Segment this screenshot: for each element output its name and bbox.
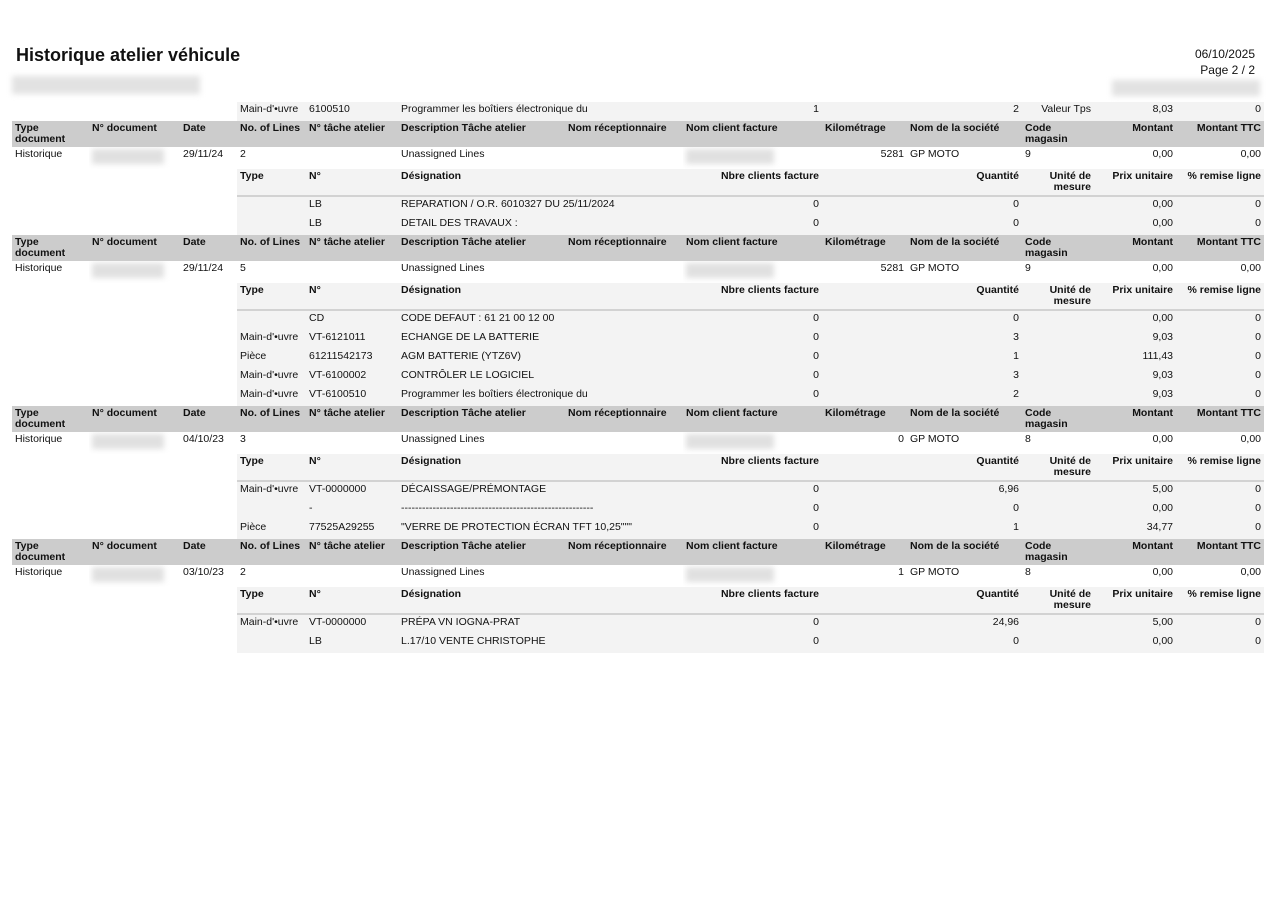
- item-cell: [1022, 634, 1094, 653]
- amount-ttc: 0,00: [1176, 565, 1264, 587]
- item-cell: 0: [1176, 634, 1264, 653]
- doc-number: [89, 147, 180, 169]
- item-line: [12, 481, 1264, 501]
- section-header-cell: No. of Lines: [237, 235, 306, 261]
- line-count: 2: [237, 147, 306, 169]
- item-cell: ECHANGE DE LA BATTERIE: [398, 330, 683, 349]
- item-cell: 0: [1176, 520, 1264, 539]
- item-cell: 0: [1176, 196, 1264, 216]
- redacted-value: [92, 149, 164, 164]
- store-code: 8: [1022, 432, 1094, 454]
- item-line: [12, 330, 1264, 349]
- mileage: 1: [822, 565, 907, 587]
- item-cell: 2: [822, 387, 1022, 406]
- redacted-value: [92, 434, 164, 449]
- item-cell: [237, 310, 306, 330]
- amount-ttc: 0,00: [1176, 261, 1264, 283]
- section-header-cell: Kilométrage: [822, 406, 907, 432]
- item-cell: VT-6121011: [306, 330, 398, 349]
- item-line: [12, 634, 1264, 653]
- item-cell: 0,00: [1094, 216, 1176, 235]
- item-col: N°: [306, 283, 398, 310]
- item-col: Nbre clients facture: [683, 169, 822, 196]
- item-cell: 0: [683, 614, 822, 634]
- item-cell: CODE DEFAUT : 61 21 00 12 00: [398, 310, 683, 330]
- section-header-cell: Type document: [12, 121, 89, 147]
- item-cell: Pièce: [237, 520, 306, 539]
- item-col: Unité de mesure: [1022, 454, 1094, 481]
- item-cell: [1022, 368, 1094, 387]
- item-line: [12, 368, 1264, 387]
- item-cell: [1022, 216, 1094, 235]
- amount-ttc: 0,00: [1176, 432, 1264, 454]
- item-header-row: [12, 454, 1264, 481]
- item-cell: 0: [1176, 614, 1264, 634]
- amount: 0,00: [1094, 432, 1176, 454]
- redacted-value: [92, 263, 164, 278]
- task-number: [306, 565, 398, 587]
- item-col: Type: [237, 454, 306, 481]
- print-date: 06/10/2025: [1194, 47, 1255, 61]
- item-col: % remise ligne: [1176, 454, 1264, 481]
- indent-spacer: [12, 481, 237, 501]
- section-header-cell: Nom client facture: [683, 235, 822, 261]
- section-header-row: [12, 235, 1264, 261]
- section-header-cell: Nom client facture: [683, 121, 822, 147]
- item-cell: 0,00: [1094, 310, 1176, 330]
- mileage: 5281: [822, 261, 907, 283]
- company-name: GP MOTO: [907, 147, 1022, 169]
- section-header-cell: N° tâche atelier: [306, 406, 398, 432]
- item-cell: DÉCAISSAGE/PRÉMONTAGE: [398, 481, 683, 501]
- task-description: Unassigned Lines: [398, 261, 565, 283]
- item-cell: 0: [1176, 330, 1264, 349]
- doc-type: Historique: [12, 261, 89, 283]
- redacted-header-right: [1112, 80, 1260, 96]
- redacted-value: [686, 149, 774, 164]
- item-col: Unité de mesure: [1022, 283, 1094, 310]
- mileage: 0: [822, 432, 907, 454]
- section-header-cell: No. of Lines: [237, 539, 306, 565]
- item-cell: REPARATION / O.R. 6010327 DU 25/11/2024: [398, 196, 683, 216]
- section-header-cell: Montant: [1094, 539, 1176, 565]
- section-header-cell: Description Tâche atelier: [398, 121, 565, 147]
- item-cell: 0: [683, 387, 822, 406]
- item-cell: 0: [822, 196, 1022, 216]
- section-header-cell: N° tâche atelier: [306, 539, 398, 565]
- section-header-cell: Kilométrage: [822, 539, 907, 565]
- item-col: Prix unitaire: [1094, 169, 1176, 196]
- item-cell: DETAIL DES TRAVAUX :: [398, 216, 683, 235]
- doc-number: [89, 432, 180, 454]
- section-header-cell: Type document: [12, 406, 89, 432]
- section-header-cell: Description Tâche atelier: [398, 539, 565, 565]
- item-cell: 0: [822, 310, 1022, 330]
- store-code: 9: [1022, 147, 1094, 169]
- company-name: GP MOTO: [907, 261, 1022, 283]
- doc-number: [89, 261, 180, 283]
- section-header-row: [12, 406, 1264, 432]
- item-cell: 0: [1176, 368, 1264, 387]
- item-cell: 6,96: [822, 481, 1022, 501]
- section-header-cell: Nom de la société: [907, 121, 1022, 147]
- item-cell: Main-d'•uvre: [237, 614, 306, 634]
- section-header-row: [12, 121, 1264, 147]
- store-code: 8: [1022, 565, 1094, 587]
- section-header-cell: N° document: [89, 539, 180, 565]
- carryover-cell: 6100510: [306, 102, 398, 121]
- section-header-cell: N° document: [89, 406, 180, 432]
- item-cell: 0: [683, 349, 822, 368]
- redacted-value: [92, 567, 164, 582]
- item-col: % remise ligne: [1176, 169, 1264, 196]
- item-line: [12, 614, 1264, 634]
- item-col: Désignation: [398, 587, 683, 614]
- redacted-value: [686, 567, 774, 582]
- amount-ttc: 0,00: [1176, 147, 1264, 169]
- item-cell: [237, 216, 306, 235]
- carryover-cell: Programmer les boîtiers électronique du: [398, 102, 683, 121]
- redacted-subtitle: [12, 76, 200, 94]
- item-cell: [1022, 330, 1094, 349]
- page-number: Page 2 / 2: [1200, 63, 1255, 77]
- indent-spacer: [12, 454, 237, 481]
- item-cell: 0: [683, 330, 822, 349]
- item-col: % remise ligne: [1176, 283, 1264, 310]
- indent-spacer: [12, 196, 237, 216]
- item-cell: [1022, 349, 1094, 368]
- item-cell: 3: [822, 330, 1022, 349]
- history-row: [12, 261, 1264, 283]
- section-header-cell: Kilométrage: [822, 121, 907, 147]
- section-header-cell: Description Tâche atelier: [398, 406, 565, 432]
- item-cell: 0: [683, 196, 822, 216]
- item-cell: Programmer les boîtiers électronique du: [398, 387, 683, 406]
- item-cell: VT-0000000: [306, 614, 398, 634]
- item-col: Prix unitaire: [1094, 283, 1176, 310]
- indent-spacer: [12, 310, 237, 330]
- section-header-cell: N° document: [89, 121, 180, 147]
- item-cell: AGM BATTERIE (YTZ6V): [398, 349, 683, 368]
- history-row: [12, 432, 1264, 454]
- indent-spacer: [12, 169, 237, 196]
- item-line: [12, 310, 1264, 330]
- indent-spacer: [12, 501, 237, 520]
- item-cell: [237, 501, 306, 520]
- item-cell: 0: [683, 501, 822, 520]
- receptionist: [565, 147, 683, 169]
- item-cell: 5,00: [1094, 481, 1176, 501]
- item-col: Quantité: [822, 169, 1022, 196]
- section-header-cell: Montant: [1094, 121, 1176, 147]
- item-cell: [237, 634, 306, 653]
- doc-type: Historique: [12, 432, 89, 454]
- indent-spacer: [12, 102, 237, 121]
- section-header-cell: No. of Lines: [237, 121, 306, 147]
- task-number: [306, 147, 398, 169]
- item-col: Unité de mesure: [1022, 587, 1094, 614]
- billing-client: [683, 261, 822, 283]
- doc-type: Historique: [12, 565, 89, 587]
- task-number: [306, 261, 398, 283]
- item-cell: "VERRE DE PROTECTION ÉCRAN TFT 10,25""": [398, 520, 683, 539]
- report-table: [12, 102, 1264, 653]
- item-col: Nbre clients facture: [683, 587, 822, 614]
- indent-spacer: [12, 520, 237, 539]
- doc-date: 03/10/23: [180, 565, 237, 587]
- company-name: GP MOTO: [907, 432, 1022, 454]
- redacted-value: [686, 263, 774, 278]
- line-count: 3: [237, 432, 306, 454]
- carryover-cell: 0: [1176, 102, 1264, 121]
- section-header-cell: Code magasin: [1022, 235, 1094, 261]
- item-col: Quantité: [822, 283, 1022, 310]
- redacted-value: [686, 434, 774, 449]
- item-cell: [1022, 520, 1094, 539]
- company-name: GP MOTO: [907, 565, 1022, 587]
- item-col: N°: [306, 169, 398, 196]
- indent-spacer: [12, 283, 237, 310]
- item-cell: 9,03: [1094, 368, 1176, 387]
- item-line: [12, 501, 1264, 520]
- doc-date: 29/11/24: [180, 261, 237, 283]
- item-cell: 61211542173: [306, 349, 398, 368]
- item-cell: PRÉPA VN IOGNA-PRAT: [398, 614, 683, 634]
- carryover-cell: 2: [822, 102, 1022, 121]
- item-cell: Main-d'•uvre: [237, 387, 306, 406]
- section-header-cell: Nom de la société: [907, 406, 1022, 432]
- amount: 0,00: [1094, 261, 1176, 283]
- item-cell: 0: [1176, 310, 1264, 330]
- section-header-cell: N° document: [89, 235, 180, 261]
- item-cell: VT-6100510: [306, 387, 398, 406]
- section-header-cell: Montant: [1094, 235, 1176, 261]
- item-cell: 1: [822, 349, 1022, 368]
- item-col: Quantité: [822, 587, 1022, 614]
- item-cell: 0: [1176, 349, 1264, 368]
- item-col: Quantité: [822, 454, 1022, 481]
- indent-spacer: [12, 330, 237, 349]
- receptionist: [565, 432, 683, 454]
- section-header-cell: Kilométrage: [822, 235, 907, 261]
- item-cell: 0: [683, 368, 822, 387]
- item-cell: Main-d'•uvre: [237, 481, 306, 501]
- item-cell: Main-d'•uvre: [237, 330, 306, 349]
- item-cell: CD: [306, 310, 398, 330]
- item-cell: 0: [1176, 216, 1264, 235]
- item-cell: 0: [683, 634, 822, 653]
- indent-spacer: [12, 587, 237, 614]
- history-row: [12, 147, 1264, 169]
- item-cell: [1022, 196, 1094, 216]
- item-cell: 0,00: [1094, 501, 1176, 520]
- item-cell: 0,00: [1094, 196, 1176, 216]
- item-cell: 77525A29255: [306, 520, 398, 539]
- item-col: Désignation: [398, 169, 683, 196]
- billing-client: [683, 432, 822, 454]
- section-header-cell: Code magasin: [1022, 539, 1094, 565]
- item-line: [12, 520, 1264, 539]
- item-cell: CONTRÔLER LE LOGICIEL: [398, 368, 683, 387]
- item-cell: [1022, 614, 1094, 634]
- receptionist: [565, 565, 683, 587]
- carryover-line: [12, 102, 1264, 121]
- item-col: N°: [306, 454, 398, 481]
- item-col: Type: [237, 283, 306, 310]
- item-col: Prix unitaire: [1094, 454, 1176, 481]
- item-cell: -------------------------------------------------------: [398, 501, 683, 520]
- history-row: [12, 565, 1264, 587]
- item-cell: 0: [683, 216, 822, 235]
- item-col: Nbre clients facture: [683, 454, 822, 481]
- item-cell: 0,00: [1094, 634, 1176, 653]
- item-col: Nbre clients facture: [683, 283, 822, 310]
- section-header-cell: Nom client facture: [683, 539, 822, 565]
- item-col: Type: [237, 169, 306, 196]
- task-description: Unassigned Lines: [398, 147, 565, 169]
- task-number: [306, 432, 398, 454]
- section-header-cell: Montant TTC: [1176, 121, 1264, 147]
- indent-spacer: [12, 634, 237, 653]
- item-cell: LB: [306, 196, 398, 216]
- section-header-cell: N° tâche atelier: [306, 121, 398, 147]
- item-cell: [1022, 387, 1094, 406]
- task-description: Unassigned Lines: [398, 432, 565, 454]
- item-cell: [237, 196, 306, 216]
- section-header-row: [12, 539, 1264, 565]
- item-col: Désignation: [398, 283, 683, 310]
- item-cell: 5,00: [1094, 614, 1176, 634]
- item-col: N°: [306, 587, 398, 614]
- item-cell: 9,03: [1094, 387, 1176, 406]
- doc-date: 04/10/23: [180, 432, 237, 454]
- section-header-cell: Date: [180, 406, 237, 432]
- section-header-cell: No. of Lines: [237, 406, 306, 432]
- section-header-cell: N° tâche atelier: [306, 235, 398, 261]
- item-cell: 111,43: [1094, 349, 1176, 368]
- section-header-cell: Description Tâche atelier: [398, 235, 565, 261]
- section-header-cell: Nom réceptionnaire: [565, 406, 683, 432]
- item-cell: 0: [683, 520, 822, 539]
- item-col: Type: [237, 587, 306, 614]
- mileage: 5281: [822, 147, 907, 169]
- item-line: [12, 387, 1264, 406]
- indent-spacer: [12, 614, 237, 634]
- item-cell: LB: [306, 216, 398, 235]
- item-cell: 0: [822, 634, 1022, 653]
- store-code: 9: [1022, 261, 1094, 283]
- item-cell: 0: [683, 481, 822, 501]
- doc-number: [89, 565, 180, 587]
- carryover-cell: 8,03: [1094, 102, 1176, 121]
- line-count: 5: [237, 261, 306, 283]
- section-header-cell: Code magasin: [1022, 406, 1094, 432]
- section-header-cell: Date: [180, 235, 237, 261]
- section-header-cell: Montant TTC: [1176, 539, 1264, 565]
- item-cell: 0: [1176, 501, 1264, 520]
- amount: 0,00: [1094, 565, 1176, 587]
- doc-date: 29/11/24: [180, 147, 237, 169]
- item-cell: LB: [306, 634, 398, 653]
- section-header-cell: Nom de la société: [907, 539, 1022, 565]
- item-header-row: [12, 587, 1264, 614]
- item-cell: [1022, 310, 1094, 330]
- item-cell: VT-0000000: [306, 481, 398, 501]
- item-cell: 0: [1176, 481, 1264, 501]
- item-line: [12, 349, 1264, 368]
- item-col: Unité de mesure: [1022, 169, 1094, 196]
- report-meta: [1195, 46, 1255, 78]
- item-line: [12, 216, 1264, 235]
- indent-spacer: [12, 368, 237, 387]
- report-title: Historique atelier véhicule: [16, 45, 241, 65]
- section-header-cell: Date: [180, 539, 237, 565]
- item-cell: 1: [822, 520, 1022, 539]
- section-header-cell: Date: [180, 121, 237, 147]
- item-header-row: [12, 283, 1264, 310]
- item-cell: 9,03: [1094, 330, 1176, 349]
- indent-spacer: [12, 216, 237, 235]
- receptionist: [565, 261, 683, 283]
- indent-spacer: [12, 387, 237, 406]
- section-header-cell: Nom client facture: [683, 406, 822, 432]
- section-header-cell: Nom de la société: [907, 235, 1022, 261]
- section-header-cell: Type document: [12, 235, 89, 261]
- amount: 0,00: [1094, 147, 1176, 169]
- carryover-cell: Valeur Tps: [1022, 102, 1094, 121]
- section-header-cell: Code magasin: [1022, 121, 1094, 147]
- item-cell: 3: [822, 368, 1022, 387]
- item-cell: VT-6100002: [306, 368, 398, 387]
- doc-type: Historique: [12, 147, 89, 169]
- indent-spacer: [12, 349, 237, 368]
- carryover-cell: 1: [683, 102, 822, 121]
- section-header-cell: Nom réceptionnaire: [565, 539, 683, 565]
- item-cell: 0: [683, 310, 822, 330]
- item-col: Désignation: [398, 454, 683, 481]
- item-cell: 24,96: [822, 614, 1022, 634]
- item-cell: 0: [1176, 387, 1264, 406]
- item-header-row: [12, 169, 1264, 196]
- section-header-cell: Montant: [1094, 406, 1176, 432]
- task-description: Unassigned Lines: [398, 565, 565, 587]
- item-cell: 34,77: [1094, 520, 1176, 539]
- section-header-cell: Nom réceptionnaire: [565, 121, 683, 147]
- item-line: [12, 196, 1264, 216]
- item-cell: [1022, 501, 1094, 520]
- item-col: Prix unitaire: [1094, 587, 1176, 614]
- section-header-cell: Montant TTC: [1176, 235, 1264, 261]
- item-cell: -: [306, 501, 398, 520]
- line-count: 2: [237, 565, 306, 587]
- item-col: % remise ligne: [1176, 587, 1264, 614]
- item-cell: 0: [822, 216, 1022, 235]
- section-header-cell: Montant TTC: [1176, 406, 1264, 432]
- item-cell: 0: [822, 501, 1022, 520]
- section-header-cell: Type document: [12, 539, 89, 565]
- item-cell: L.17/10 VENTE CHRISTOPHE: [398, 634, 683, 653]
- item-cell: [1022, 481, 1094, 501]
- section-header-cell: Nom réceptionnaire: [565, 235, 683, 261]
- billing-client: [683, 147, 822, 169]
- carryover-cell: Main-d'•uvre: [237, 102, 306, 121]
- billing-client: [683, 565, 822, 587]
- item-cell: Pièce: [237, 349, 306, 368]
- item-cell: Main-d'•uvre: [237, 368, 306, 387]
